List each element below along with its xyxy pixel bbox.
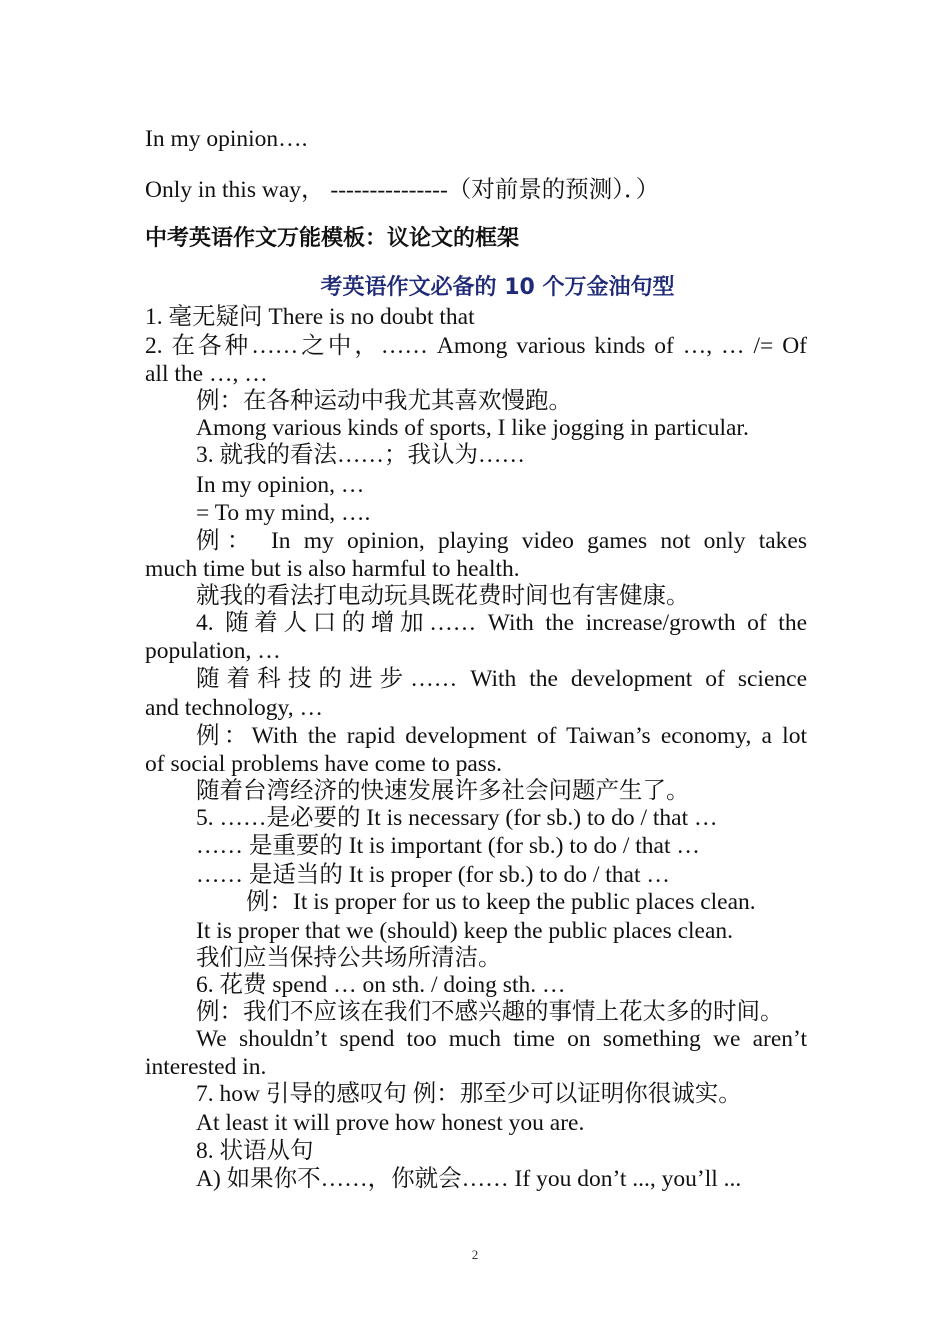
text-line: It is proper that we (should) keep the public places clean. [196, 918, 734, 944]
text-line: 例： In my opinion, playing video games not only takes [196, 528, 807, 554]
text-line: 我们应当保持公共场所清洁。 [196, 945, 502, 971]
text-line: and technology, … [145, 695, 323, 721]
text-line: Only in this way， ---------------（对前景的预测）．） [145, 177, 660, 203]
text-line: 随着台湾经济的快速发展许多社会问题产生了。 [196, 778, 690, 804]
text-line: At least it will prove how honest you are. [196, 1110, 585, 1136]
text-line: We shouldn’t spend too much time on something we aren’t [196, 1026, 807, 1052]
text-line: 随着科技的进步…… With the development of science [196, 666, 807, 692]
text-line: 7. how 引导的感叹句 例：那至少可以证明你很诚实。 [196, 1081, 742, 1107]
text-line: In my opinion, … [196, 472, 365, 498]
text-line: 1. 毫无疑问 There is no doubt that [145, 304, 475, 330]
text-line: 4. 随着人口的增加…… With the increase/growth of the [196, 610, 807, 636]
section-heading: 中考英语作文万能模板：议论文的框架 [145, 226, 520, 251]
text-line: 例：在各种运动中我尤其喜欢慢跑。 [196, 388, 572, 414]
text-line: population, … [145, 638, 281, 664]
document-title: 考英语作文必备的 10 个万金油句型 [320, 275, 675, 300]
text-line: 6. 花费 spend … on sth. / doing sth. … [196, 972, 566, 998]
text-line: much time but is also harmful to health. [145, 556, 520, 582]
text-line: interested in. [145, 1054, 267, 1080]
text-line: 3. 就我的看法……；我认为…… [196, 442, 525, 468]
text-line: …… 是重要的 It is important (for sb.) to do / that … [196, 833, 700, 859]
text-line: of social problems have come to pass. [145, 751, 502, 777]
text-line: Among various kinds of sports, I like jogging in particular. [196, 415, 749, 441]
page-number: 2 [471, 1247, 479, 1262]
text-line: all the …, … [145, 361, 268, 387]
text-line: 2. 在各种……之中，…… Among various kinds of …, … /= Of [145, 333, 807, 359]
text-line: 就我的看法打电动玩具既花费时间也有害健康。 [196, 583, 690, 609]
text-line: 例：With the rapid development of Taiwan’s economy, a lot [196, 723, 807, 749]
text-line: 例：我们不应该在我们不感兴趣的事情上花太多的时间。 [196, 999, 784, 1025]
text-line: In my opinion…. [145, 126, 308, 152]
text-line: 5. ……是必要的 It is necessary (for sb.) to do / that … [196, 805, 718, 831]
text-line: 例：It is proper for us to keep the public places clean. [246, 889, 756, 915]
text-line: …… 是适当的 It is proper (for sb.) to do / that … [196, 862, 670, 888]
text-line: A) 如果你不……，你就会…… If you don’t ..., you’ll ... [196, 1166, 742, 1192]
text-line: = To my mind, …. [196, 500, 371, 526]
text-line: 8. 状语从句 [196, 1138, 314, 1164]
